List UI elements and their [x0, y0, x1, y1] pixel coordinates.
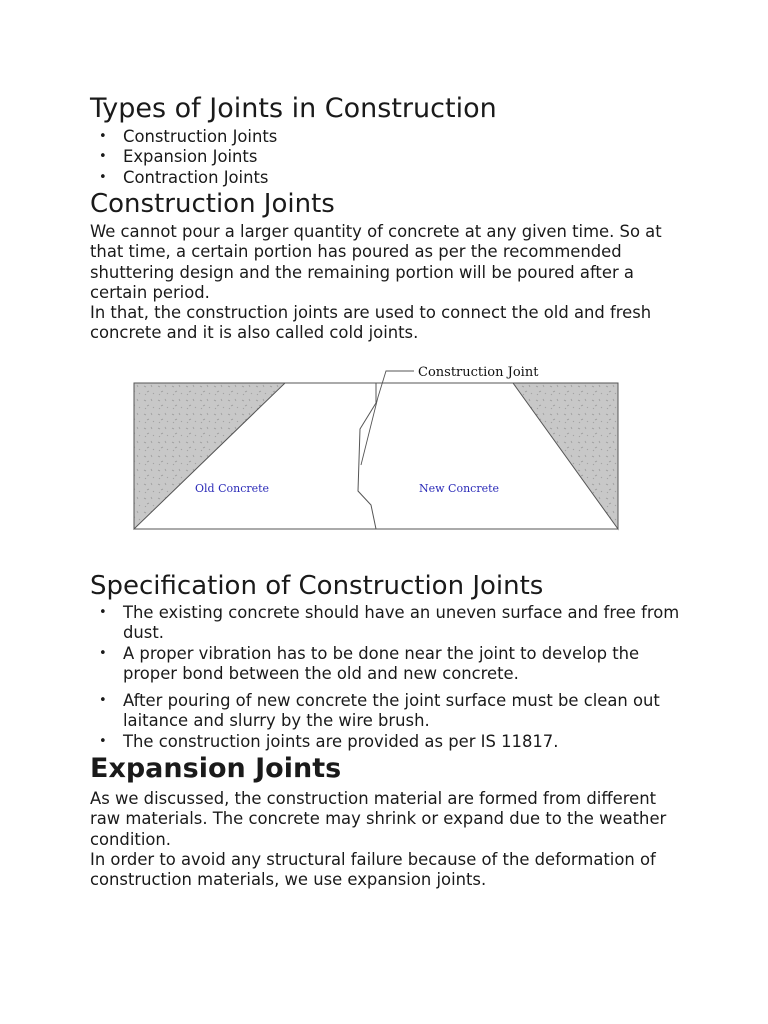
specification-heading: Specification of Construction Joints	[90, 571, 544, 601]
expansion-joints-heading: Expansion Joints	[90, 753, 342, 784]
joint-types-list	[90, 127, 690, 188]
list-item: • After pouring of new concrete the joint surface must be clean out laitance and slurry by the wire brush.	[90, 691, 690, 732]
construction-joint-diagram	[128, 355, 648, 545]
paragraph: As we discussed, the construction material are formed from different raw materials. The concrete may shrink or expand due to the weather condition.	[90, 789, 667, 849]
expansion-joints-body	[90, 789, 690, 890]
new-concrete-label: New Concrete	[419, 482, 500, 495]
list-item: • The construction joints are provided as per IS 11817.	[90, 732, 690, 752]
old-concrete-label: Old Concrete	[195, 482, 270, 495]
construction-joints-body	[90, 222, 690, 344]
construction-joints-heading: Construction Joints	[90, 189, 335, 219]
list-item: • A proper vibration has to be done near the joint to develop the proper bond between the old and new concrete.	[90, 644, 690, 685]
callout-label: Construction Joint	[418, 365, 539, 380]
list-item: • Construction Joints	[90, 127, 690, 147]
list-item: • Expansion Joints	[90, 147, 690, 167]
list-item: • The existing concrete should have an uneven surface and free from dust.	[90, 603, 690, 644]
specification-list	[90, 603, 690, 752]
page-title: Types of Joints in Construction	[90, 93, 497, 124]
paragraph: In order to avoid any structural failure because of the deformation of construction materials, we use expansion joints.	[90, 849, 656, 890]
list-item: • Contraction Joints	[90, 168, 690, 188]
paragraph: In that, the construction joints are used to connect the old and fresh concrete and it is also called cold joints.	[90, 303, 652, 343]
paragraph: We cannot pour a larger quantity of concrete at any given time. So at that time, a certain portion has poured as per the recommended shuttering design and the remaining portion will be poured after a certain period.	[90, 222, 662, 302]
